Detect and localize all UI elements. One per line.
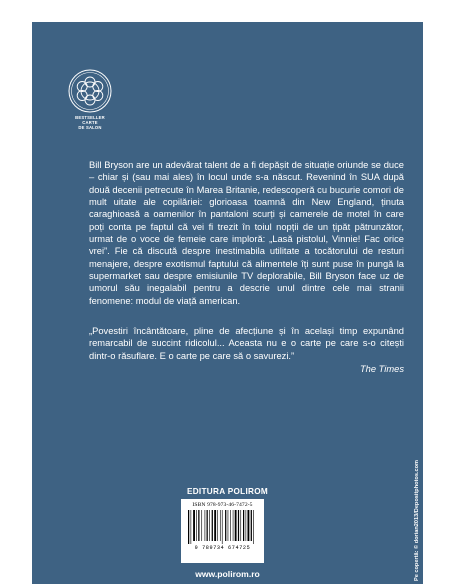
publisher-website: www.polirom.ro	[195, 569, 260, 579]
seal-line-1: BESTSELLER	[75, 115, 105, 120]
press-quote: „Povestiri încântătoare, pline de afecțiune și în același timp expunând remarcabil de succint ridicolul... Aceasta nu e o carte pe care s-o citești dintr-o răsuflare. E o carte pe care să o savurezi.”	[89, 326, 404, 361]
barcode-digits: 9 789734 674725	[194, 545, 251, 551]
barcode-box	[181, 499, 264, 563]
seal-line-3: DE SALON	[78, 125, 102, 130]
publisher-name: EDITURA POLIROM	[186, 487, 269, 496]
book-description: Bill Bryson are un adevărat talent de a fi depășit de situație oriunde se duce – chiar și (sau mai ales) în locul unde s-a născut. Revenind în SUA după două decenii petrecute în Marea Britanie, redescoperă cu bucurie comori de mult uitate ale copilăriei: glorioasa toamnă din New England, ținuta caraghioasă a oamenilor în pantaloni scurți și camerele de motel în care poți conta pe faptul că vei fi trezit în toiul nopții de un țipăt pătrunzător, urmat de o voce de femeie care imploră: „Lasă pistolul, Vinnie! Fac orice vrei”. Fie că discută despre inestimabila utilitate a tocătorului de resturi menajere, despre exotismul faptului că alimentele îți sunt puse în pungă la supermarket sau despre emisiunile TV deplorabile, Bill Bryson face uz de umorul său inegalabil pentru a descrie unul dintre cele mai stranii fenomene: modul de viață american.	[89, 160, 404, 306]
quote-source: The Times	[359, 364, 404, 374]
barcode-icon	[187, 510, 258, 544]
photo-credit: Pe copertă: © dorian2013/Depositphotos.com	[414, 460, 420, 581]
back-cover	[32, 22, 423, 584]
seal-line-2: CARTE	[82, 120, 98, 125]
bestseller-seal	[67, 68, 113, 128]
isbn-number: ISBN 978-973-46-7472-5	[192, 502, 253, 508]
seal-icon	[67, 68, 113, 114]
